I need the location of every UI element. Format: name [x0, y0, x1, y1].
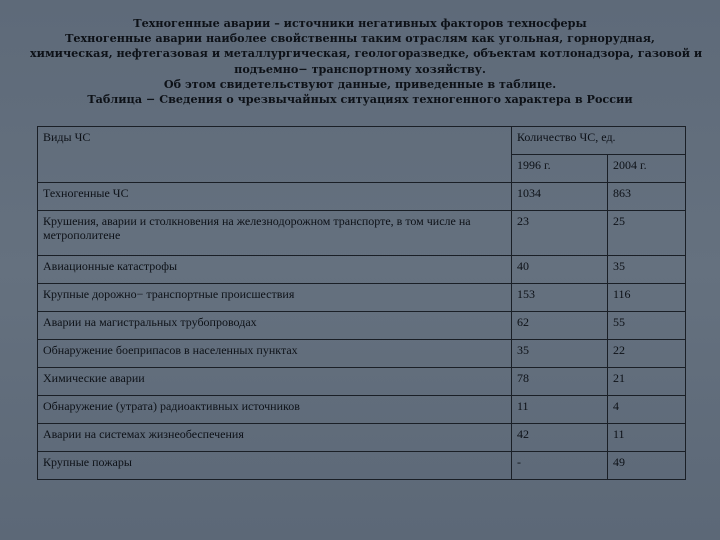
cell-1996: 35 [512, 339, 608, 367]
cell-2004: 116 [608, 283, 686, 311]
table-row [38, 283, 686, 311]
cell-1996: 42 [512, 423, 608, 451]
intro-line-1: Техногенные аварии наиболее свойственны таким отраслям как угольная, горнорудная, [65, 31, 655, 46]
table-header-row [38, 127, 686, 155]
cell-1996: 78 [512, 367, 608, 395]
intro-line-4: Об этом свидетельствуют данные, приведенные в таблице. [163, 76, 557, 91]
slide-header [30, 16, 703, 107]
column-header-type: Виды ЧС [38, 127, 512, 183]
row-label: Химические аварии [38, 367, 512, 395]
row-label: Обнаружение (утрата) радиоактивных источников [38, 395, 512, 423]
cell-2004: 35 [608, 255, 686, 283]
row-label: Крупные пожары [38, 451, 512, 479]
cell-2004: 25 [608, 211, 686, 256]
cell-1996: - [512, 451, 608, 479]
cell-1996: 1034 [512, 183, 608, 211]
table-caption: Таблица − Сведения о чрезвычайных ситуациях техногенного характера в России [87, 92, 633, 107]
cell-1996: 11 [512, 395, 608, 423]
row-label: Аварии на системах жизнеобеспечения [38, 423, 512, 451]
cell-1996: 153 [512, 283, 608, 311]
cell-2004: 863 [608, 183, 686, 211]
table-row [38, 211, 686, 256]
intro-line-3: подъемно− транспортному хозяйству. [234, 61, 486, 76]
row-label: Авиационные катастрофы [38, 255, 512, 283]
table-row [38, 255, 686, 283]
cell-2004: 49 [608, 451, 686, 479]
cell-1996: 62 [512, 311, 608, 339]
column-header-count: Количество ЧС, ед. [512, 127, 686, 155]
table-row [38, 183, 686, 211]
column-header-2004: 2004 г. [608, 155, 686, 183]
cell-2004: 21 [608, 367, 686, 395]
table-row [38, 311, 686, 339]
column-header-1996: 1996 г. [512, 155, 608, 183]
row-label: Крушения, аварии и столкновения на железнодорожном транспорте, в том числе на метрополитене [38, 211, 512, 256]
table-row [38, 339, 686, 367]
intro-line-2: химическая, нефтегазовая и металлургическая, геологоразведке, объектам котлонадзора, газовой и [30, 46, 703, 61]
table-row [38, 395, 686, 423]
cell-2004: 4 [608, 395, 686, 423]
row-label: Обнаружение боеприпасов в населенных пунктах [38, 339, 512, 367]
table-row [38, 451, 686, 479]
table-row [38, 367, 686, 395]
row-label: Техногенные ЧС [38, 183, 512, 211]
cell-2004: 22 [608, 339, 686, 367]
table-row [38, 423, 686, 451]
row-label: Крупные дорожно− транспортные происшествия [38, 283, 512, 311]
cell-2004: 11 [608, 423, 686, 451]
cell-1996: 40 [512, 255, 608, 283]
cell-1996: 23 [512, 211, 608, 256]
slide-title: Техногенные аварии – источники негативных факторов техносферы [133, 16, 587, 30]
cell-2004: 55 [608, 311, 686, 339]
row-label: Аварии на магистральных трубопроводах [38, 311, 512, 339]
emergency-stats-table [37, 126, 686, 480]
